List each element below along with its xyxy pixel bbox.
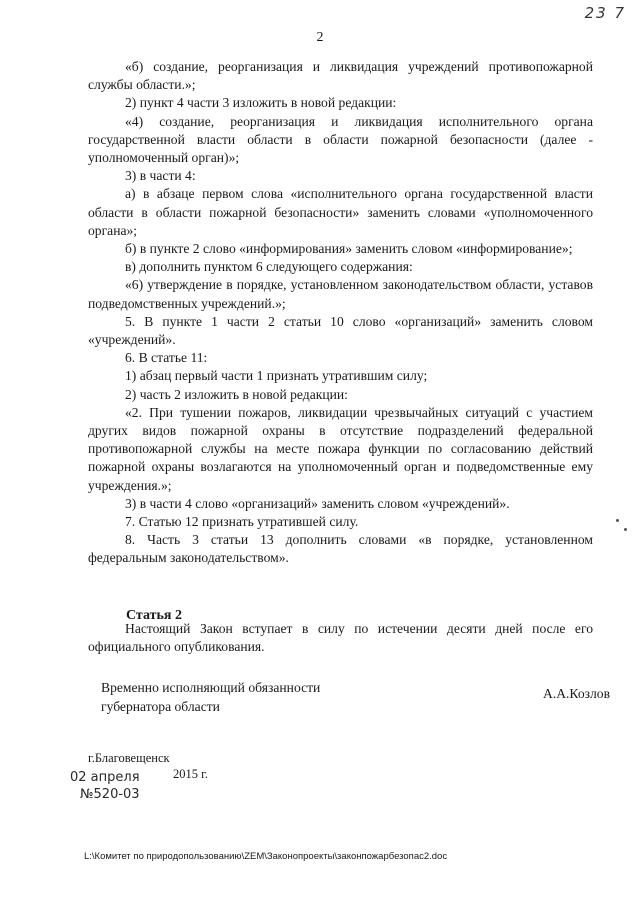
article-body [88,620,593,656]
paragraph: 1) абзац первый части 1 признать утратившим силу; [125,368,428,384]
paragraph: 3) в части 4 слово «организаций» заменить словом «учреждений». [125,495,510,511]
paragraph: «2. При тушении пожаров, ликвидации чрезвычайных ситуаций с участием других видов пожарной охраны в отсутствие подразделений федеральной противопожарной службы на месте пожара функции по согласованию действий пожарной охраны возлагаются на уполномоченный орган и подведомственные ему учреждения.»; [88,404,593,493]
paragraph: «б) создание, реорганизация и ликвидация учреждений противопожарной службы области.»; [88,59,593,93]
paragraph: в) дополнить пунктом 6 следующего содержания: [125,259,413,275]
scan-speck [616,519,619,522]
signature-name: А.А.Козлов [543,686,610,701]
article-heading: Статья 2 [126,608,182,623]
signature-title [101,678,320,716]
paragraph: 3) в части 4: [125,168,196,184]
paragraph: «6) утверждение в порядке, установленном законодательством области, уставов подведомственных учреждений.»; [88,277,593,311]
footer-file-path: L:\Комитет по природопользованию\ZEM\Законопроекты\законпожарбезопас2.doc [84,851,448,862]
paragraph: б) в пункте 2 слово «информирования» заменить словом «информирование»; [125,241,573,257]
signature-title-line: Временно исполняющий обязанности [101,680,321,695]
paragraph: 2) пункт 4 части 3 изложить в новой редакции: [125,95,397,111]
handwritten-law-number: №520-03 [80,787,140,802]
paragraph: 5. В пункте 1 части 2 статьи 10 слово «организаций» заменить словом «учреждений». [88,313,593,348]
paragraph: 6. В статье 11: [125,350,208,366]
page-number: 2 [316,30,324,45]
article-paragraph: Настоящий Закон вступает в силу по истечении десяти дней после его официального опубликования. [88,621,593,655]
paragraph: 8. Часть 3 статьи 13 дополнить словами «в порядке, установленном федеральным законодательством». [88,532,593,566]
paragraph: «4) создание, реорганизация и ликвидация исполнительного органа государственной власти области в области пожарной безопасности (далее - уполномоченный орган)»; [88,113,593,166]
place-of-signing: г.Благовещенск [88,751,170,765]
signature-title-line: губернатора области [101,699,220,714]
amendment-text [88,58,593,568]
paragraph: а) в абзаце первом слова «исполнительного органа государственной власти области в области пожарной безопасности» заменить словами «уполномоченного органа»; [88,186,593,238]
paragraph: 7. Статью 12 признать утратившей силу. [125,514,359,530]
scan-speck [624,528,627,531]
corner-handwritten-mark: 23 7 [584,4,626,22]
date-year: 2015 г. [173,767,208,781]
handwritten-date: 02 апреля [70,770,140,785]
paragraph: 2) часть 2 изложить в новой редакции: [125,386,348,402]
